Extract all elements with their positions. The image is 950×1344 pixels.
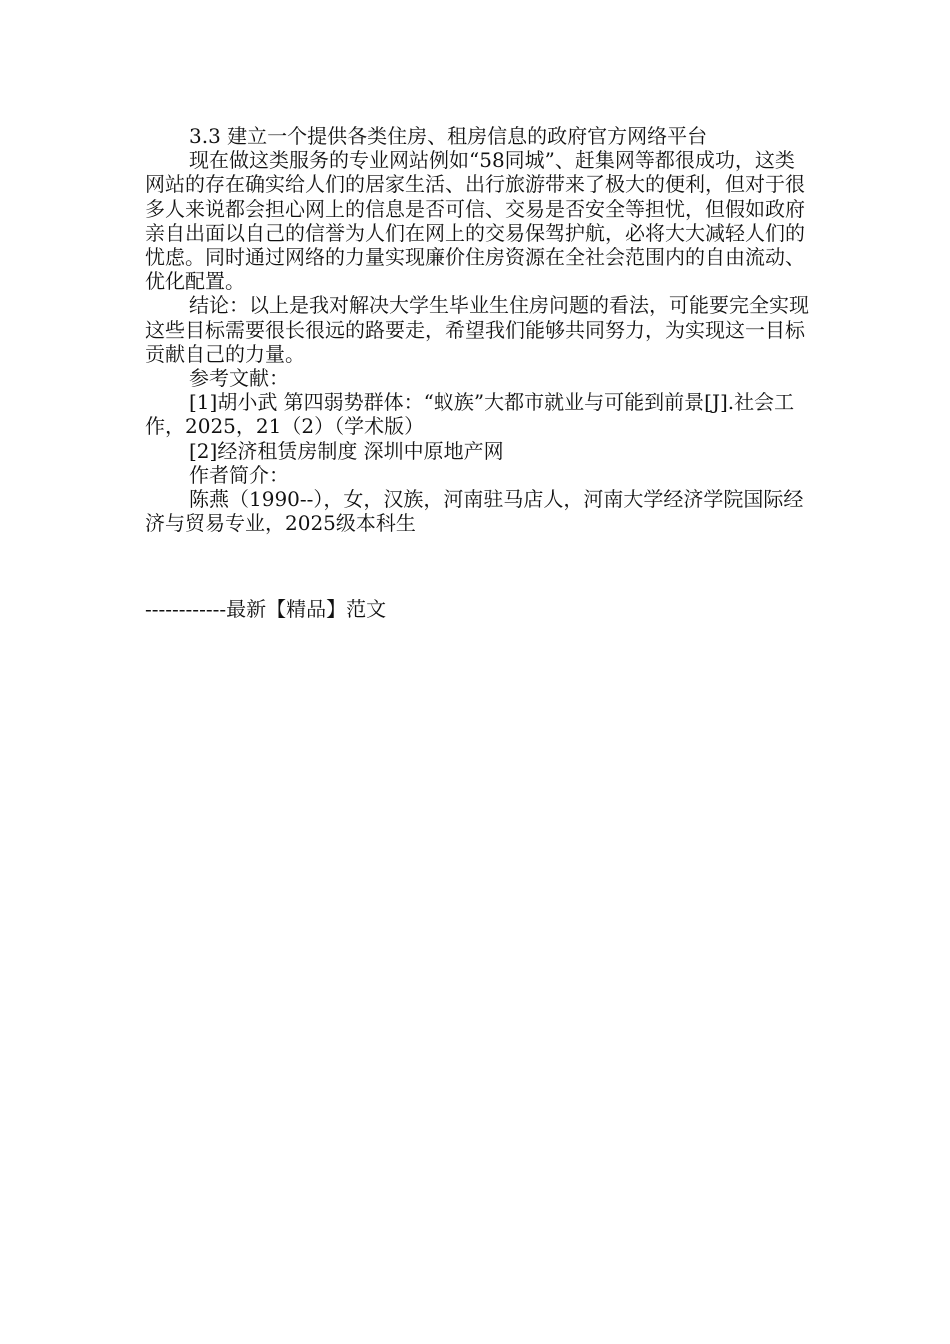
conclusion-paragraph: 结论：以上是我对解决大学生毕业生住房问题的看法，可能要完全实现这些目标需要很长很远的路要走，希望我们能够共同努力，为实现这一目标贡献自己的力量。	[145, 293, 809, 366]
references-heading: 参考文献：	[189, 366, 289, 391]
author-bio: 陈燕（1990--），女，汉族，河南驻马店人，河南大学经济学院国际经济与贸易专业，2025级本科生	[145, 487, 804, 536]
document-body	[145, 124, 810, 535]
page-footer: ------------最新【精品】范文	[145, 597, 387, 621]
section-body-paragraph: 现在做这类服务的专业网站例如“58同城”、赶集网等都很成功，这类网站的存在确实给人们的居家生活、出行旅游带来了极大的便利，但对于很多人来说都会担心网上的信息是否可信、交易是否安全等担忧，但假如政府亲自出面以自己的信誉为人们在网上的交易保驾护航，必将大大减轻人们的忧虑。同时通过网络的力量实现廉价住房资源在全社会范围内的自由流动、优化配置。	[145, 148, 805, 294]
section-heading: 3.3 建立一个提供各类住房、租房信息的政府官方网络平台	[189, 124, 708, 148]
author-heading: 作者简介：	[189, 462, 289, 487]
reference-item-2: [2]经济租赁房制度 深圳中原地产网	[189, 438, 504, 463]
reference-item-1: [1]胡小武 第四弱势群体：“蚁族”大都市就业与可能到前景[J].社会工作，2025，21（2）（学术版）	[145, 390, 795, 439]
